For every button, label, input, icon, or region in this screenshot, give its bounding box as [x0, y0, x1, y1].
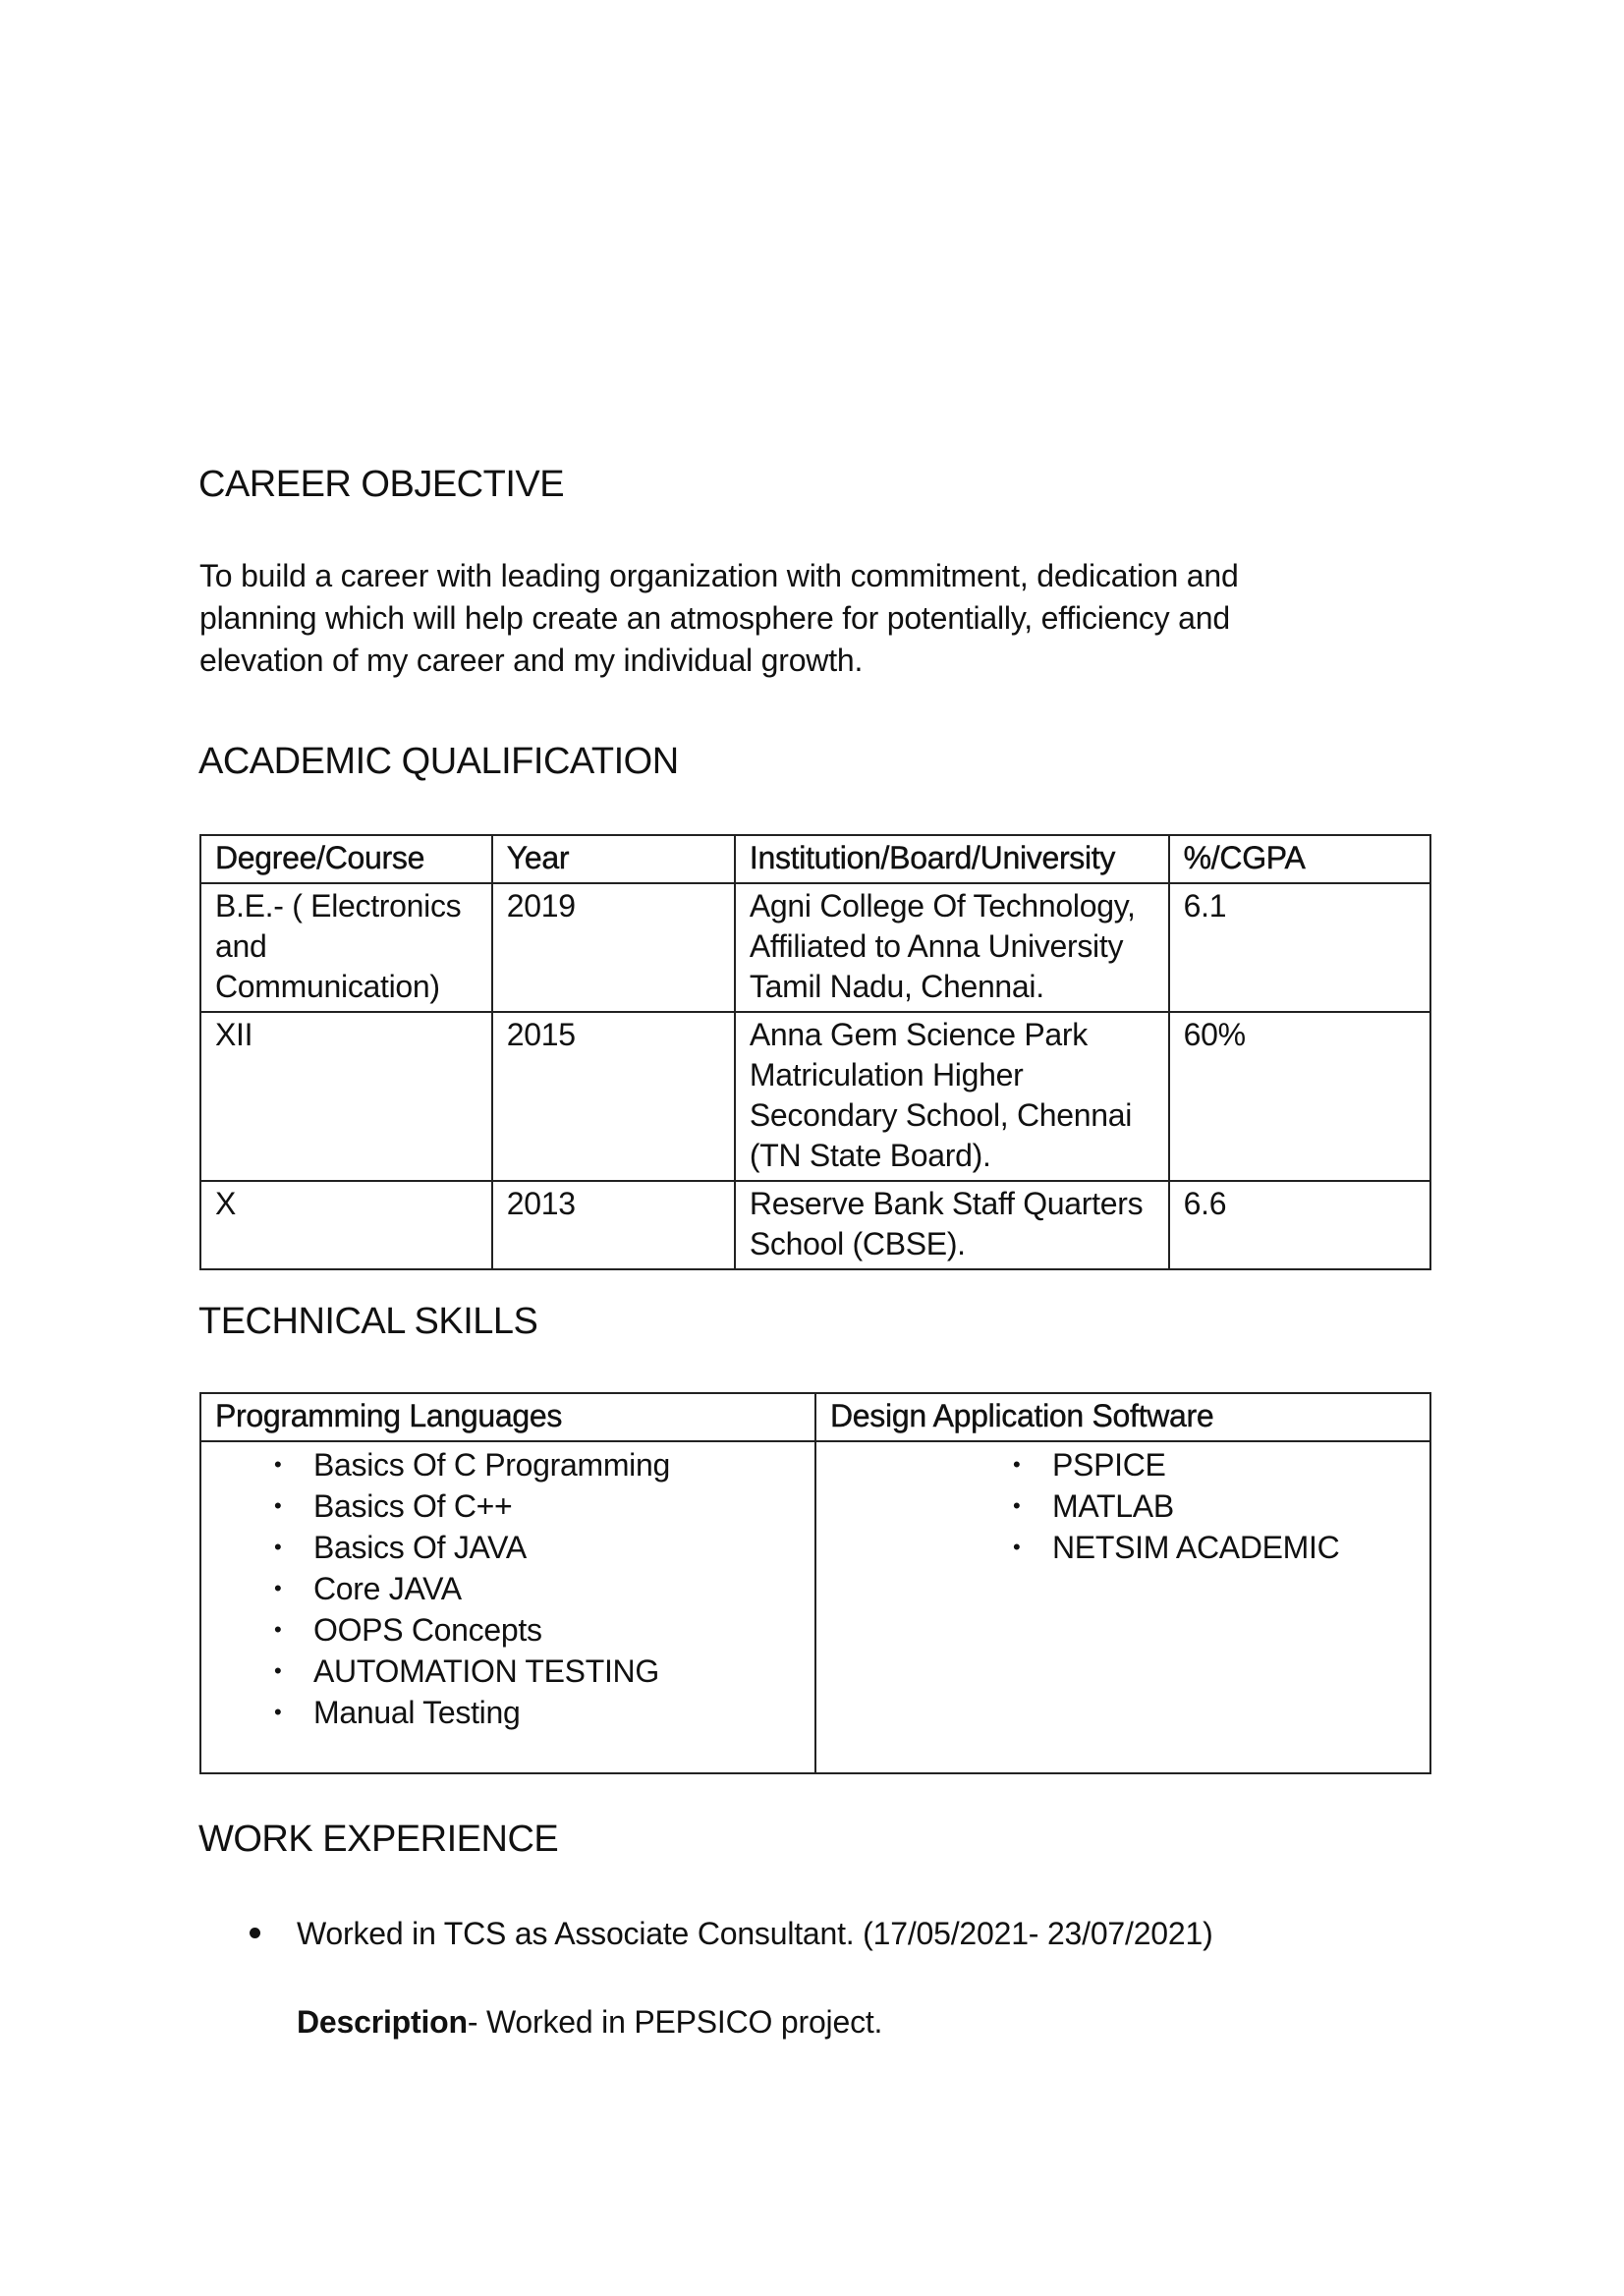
institution-line: Reserve Bank Staff Quarters [749, 1186, 1144, 1221]
degree-cell [200, 883, 492, 1012]
programming-cell [200, 1441, 815, 1773]
programming-list [215, 1444, 801, 1733]
list-item [215, 1527, 801, 1568]
year-cell: 2019 [492, 883, 735, 1012]
technical-skills-table [199, 1392, 1431, 1774]
degree-line: and [215, 928, 267, 964]
institution-line: Anna Gem Science Park [749, 1017, 1088, 1052]
bullet-icon: • [1013, 1493, 1021, 1518]
score-cell: 6.6 [1169, 1181, 1430, 1269]
software-list [830, 1444, 1416, 1568]
list-item [215, 1444, 801, 1485]
work-experience-heading: WORK EXPERIENCE [198, 1819, 559, 1860]
skill-label: NETSIM ACADEMIC [1052, 1530, 1340, 1565]
skill-label: PSPICE [1052, 1447, 1166, 1483]
skill-label: Manual Testing [313, 1695, 521, 1730]
column-header-year: Year [492, 835, 735, 883]
description-text: - Worked in PEPSICO project. [467, 2004, 883, 2040]
academic-qualification-heading: ACADEMIC QUALIFICATION [198, 741, 679, 782]
institution-line: Tamil Nadu, Chennai. [749, 969, 1044, 1004]
table-row [200, 1181, 1430, 1269]
career-objective-text [199, 555, 1378, 682]
technical-skills-heading: TECHNICAL SKILLS [198, 1301, 538, 1342]
year-cell: 2015 [492, 1012, 735, 1181]
table-row [200, 1441, 1430, 1773]
degree-line: XII [215, 1017, 253, 1052]
list-item [215, 1651, 801, 1692]
score-cell: 6.1 [1169, 883, 1430, 1012]
institution-line: Matriculation Higher [749, 1057, 1024, 1092]
institution-line: Agni College Of Technology, [749, 888, 1136, 924]
skill-label: Basics Of C++ [313, 1488, 513, 1524]
software-cell [815, 1441, 1430, 1773]
degree-line: B.E.- ( Electronics [215, 888, 462, 924]
bullet-icon: • [274, 1658, 282, 1683]
bullet-icon: • [274, 1493, 282, 1518]
bullet-icon: • [274, 1700, 282, 1724]
column-header-institution: Institution/Board/University [735, 835, 1169, 883]
skill-label: MATLAB [1052, 1488, 1174, 1524]
column-header-degree: Degree/Course [200, 835, 492, 883]
year-cell: 2013 [492, 1181, 735, 1269]
table-row [200, 883, 1430, 1012]
score-cell: 60% [1169, 1012, 1430, 1181]
list-item [830, 1485, 1416, 1527]
institution-line: (TN State Board). [749, 1138, 991, 1173]
column-header-programming: Programming Languages [200, 1393, 815, 1441]
skill-label: Core JAVA [313, 1571, 462, 1606]
list-item [830, 1527, 1416, 1568]
work-description [297, 2004, 882, 2041]
table-header-row [200, 1393, 1430, 1441]
career-objective-heading: CAREER OBJECTIVE [198, 464, 565, 505]
degree-line: Communication) [215, 969, 440, 1004]
skill-label: AUTOMATION TESTING [313, 1653, 659, 1689]
skill-label: OOPS Concepts [313, 1612, 542, 1648]
degree-cell [200, 1012, 492, 1181]
bullet-icon: • [274, 1535, 282, 1559]
bullet-icon: • [1013, 1452, 1021, 1477]
skill-label: Basics Of C Programming [313, 1447, 670, 1483]
table-row [200, 1012, 1430, 1181]
institution-line: Affiliated to Anna University [749, 928, 1124, 964]
institution-line: School (CBSE). [749, 1226, 966, 1261]
academic-qualification-table [199, 834, 1431, 1270]
column-header-software: Design Application Software [815, 1393, 1430, 1441]
degree-line: X [215, 1186, 237, 1221]
list-item [830, 1444, 1416, 1485]
bullet-icon [250, 1928, 260, 1938]
objective-line: elevation of my career and my individual growth. [199, 643, 864, 678]
degree-cell [200, 1181, 492, 1269]
institution-cell [735, 1012, 1169, 1181]
list-item [215, 1692, 801, 1733]
institution-cell [735, 883, 1169, 1012]
table-header-row [200, 835, 1430, 883]
institution-cell [735, 1181, 1169, 1269]
bullet-icon: • [274, 1452, 282, 1477]
objective-line: To build a career with leading organization with commitment, dedication and [199, 558, 1239, 593]
work-experience-item: Worked in TCS as Associate Consultant. (17/05/2021- 23/07/2021) [297, 1916, 1213, 1951]
list-item [215, 1568, 801, 1609]
bullet-icon: • [274, 1617, 282, 1642]
list-item [215, 1485, 801, 1527]
institution-line: Secondary School, Chennai [749, 1097, 1133, 1133]
bullet-icon: • [274, 1576, 282, 1600]
description-label: Description [297, 2004, 468, 2040]
column-header-score: %/CGPA [1169, 835, 1430, 883]
bullet-icon: • [1013, 1535, 1021, 1559]
objective-line: planning which will help create an atmosphere for potentially, efficiency and [199, 600, 1230, 636]
skill-label: Basics Of JAVA [313, 1530, 527, 1565]
list-item [215, 1609, 801, 1651]
